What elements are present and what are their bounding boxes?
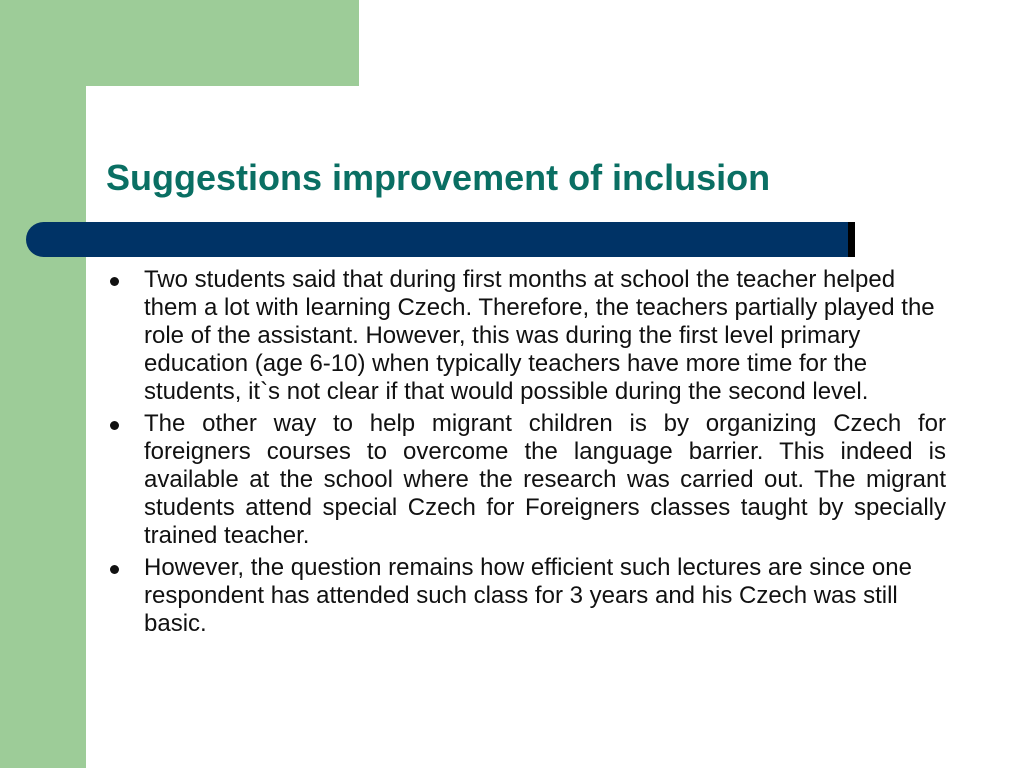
bullet-text: However, the question remains how efficient such lectures are since one respondent has attended such class for 3 years and his Czech was still basic.	[144, 554, 912, 637]
bullet-icon	[110, 421, 119, 430]
slide-title: Suggestions improvement of inclusion	[106, 157, 771, 198]
bullet-text: The other way to help migrant children is by organizing Czech for foreigners courses to overcome the language barrier. This indeed is available at the school where the research was carried out. The migrant students attend special Czech for Foreigners classes taught by specially trained teacher.	[144, 410, 946, 549]
bullet-icon	[110, 565, 119, 574]
bullet-icon	[110, 277, 119, 286]
bullet-item	[104, 554, 946, 638]
title-underline-bar	[26, 222, 855, 257]
bullet-item	[104, 410, 946, 550]
title-underline-bar-end	[848, 222, 855, 257]
green-left-band	[0, 0, 86, 768]
bullet-text: Two students said that during first months at school the teacher helped them a lot with learning Czech. Therefore, the teachers partially played the role of the assistant. However, this was during the first level primary education (age 6-10) when typically teachers have more time for the students, it`s not clear if that would possible during the second level.	[144, 266, 935, 405]
bullet-item	[104, 266, 946, 406]
bullet-list	[104, 266, 946, 642]
